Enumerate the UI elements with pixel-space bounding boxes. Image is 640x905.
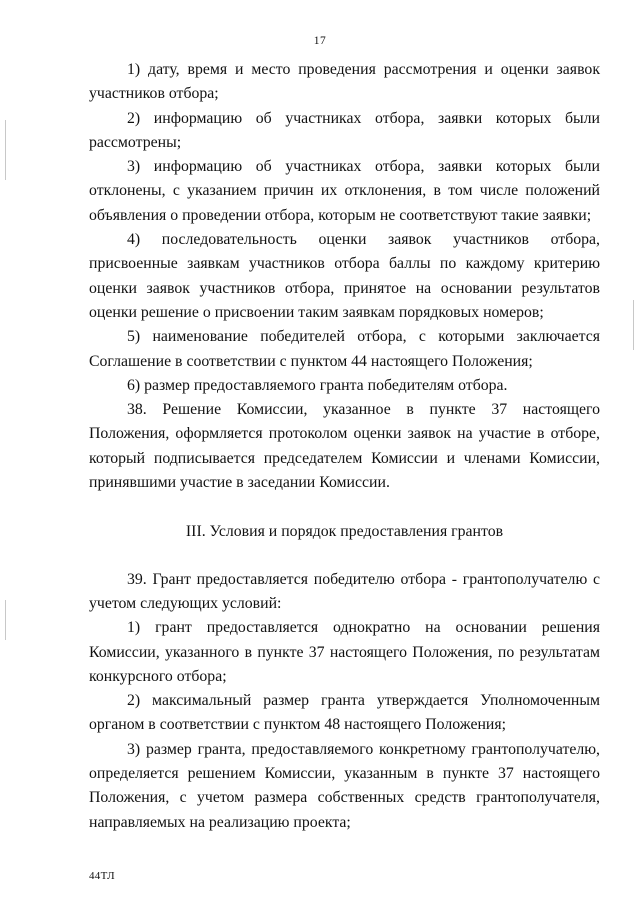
- paragraph-item-6: 6) размер предоставляемого гранта победителям отбора.: [127, 376, 508, 394]
- paragraph-condition-1: 1) грант предоставляется однократно на основании решения Комиссии, указанного в пункте 37 настоящего Положения, по результатам конкурсного отбора;: [89, 619, 600, 685]
- footer-code: 44ТЛ: [89, 870, 115, 882]
- paragraph-item-2: 2) информацию об участниках отбора, заявки которых были рассмотрены;: [89, 109, 600, 151]
- paragraph-item-4: 4) последовательность оценки заявок участников отбора, присвоенные заявкам участников отбора баллы по каждому критерию оценки заявок участников отбора, принятое на основании результатов оценки решение о присвоении таким заявкам порядковых номеров;: [89, 231, 600, 321]
- paragraph-item-1: 1) дату, время и место проведения рассмотрения и оценки заявок участников отбора;: [89, 61, 600, 103]
- scan-margin-mark: [633, 300, 634, 350]
- paragraph-clause-38: 38. Решение Комиссии, указанное в пункте 37 настоящего Положения, оформляется протоколом оценки заявок на участие в отборе, который подписывается председателем Комиссии и членами Комиссии, принявшими участие в заседании Комиссии.: [89, 401, 600, 492]
- document-body: [89, 58, 600, 835]
- section-heading: III. Условия и порядок предоставления грантов: [185, 523, 504, 541]
- page-number: 17: [313, 35, 327, 47]
- paragraph-condition-2: 2) максимальный размер гранта утверждается Уполномоченным органом в соответствии с пунктом 48 настоящего Положения;: [89, 692, 600, 734]
- paragraph-item-3: 3) информацию об участниках отбора, заявки которых были отклонены, с указанием причин их отклонения, в том числе положений объявления о проведении отбора, которым не соответствуют такие заявки;: [89, 158, 600, 224]
- paragraph-item-5: 5) наименование победителей отбора, с которыми заключается Соглашение в соответствии с пунктом 44 настоящего Положения;: [89, 328, 600, 370]
- scan-margin-mark: [5, 120, 6, 180]
- paragraph-condition-3: 3) размер гранта, предоставляемого конкретному грантополучателю, определяется решением Комиссии, указанным в пункте 37 настоящего Положения, с учетом размера собственных средств грантополучателя, направляемых на реализацию проекта;: [89, 740, 600, 831]
- paragraph-clause-39: 39. Грант предоставляется победителю отбора - грантополучателю с учетом следующих условий:: [89, 570, 600, 612]
- scan-margin-mark: [5, 600, 6, 640]
